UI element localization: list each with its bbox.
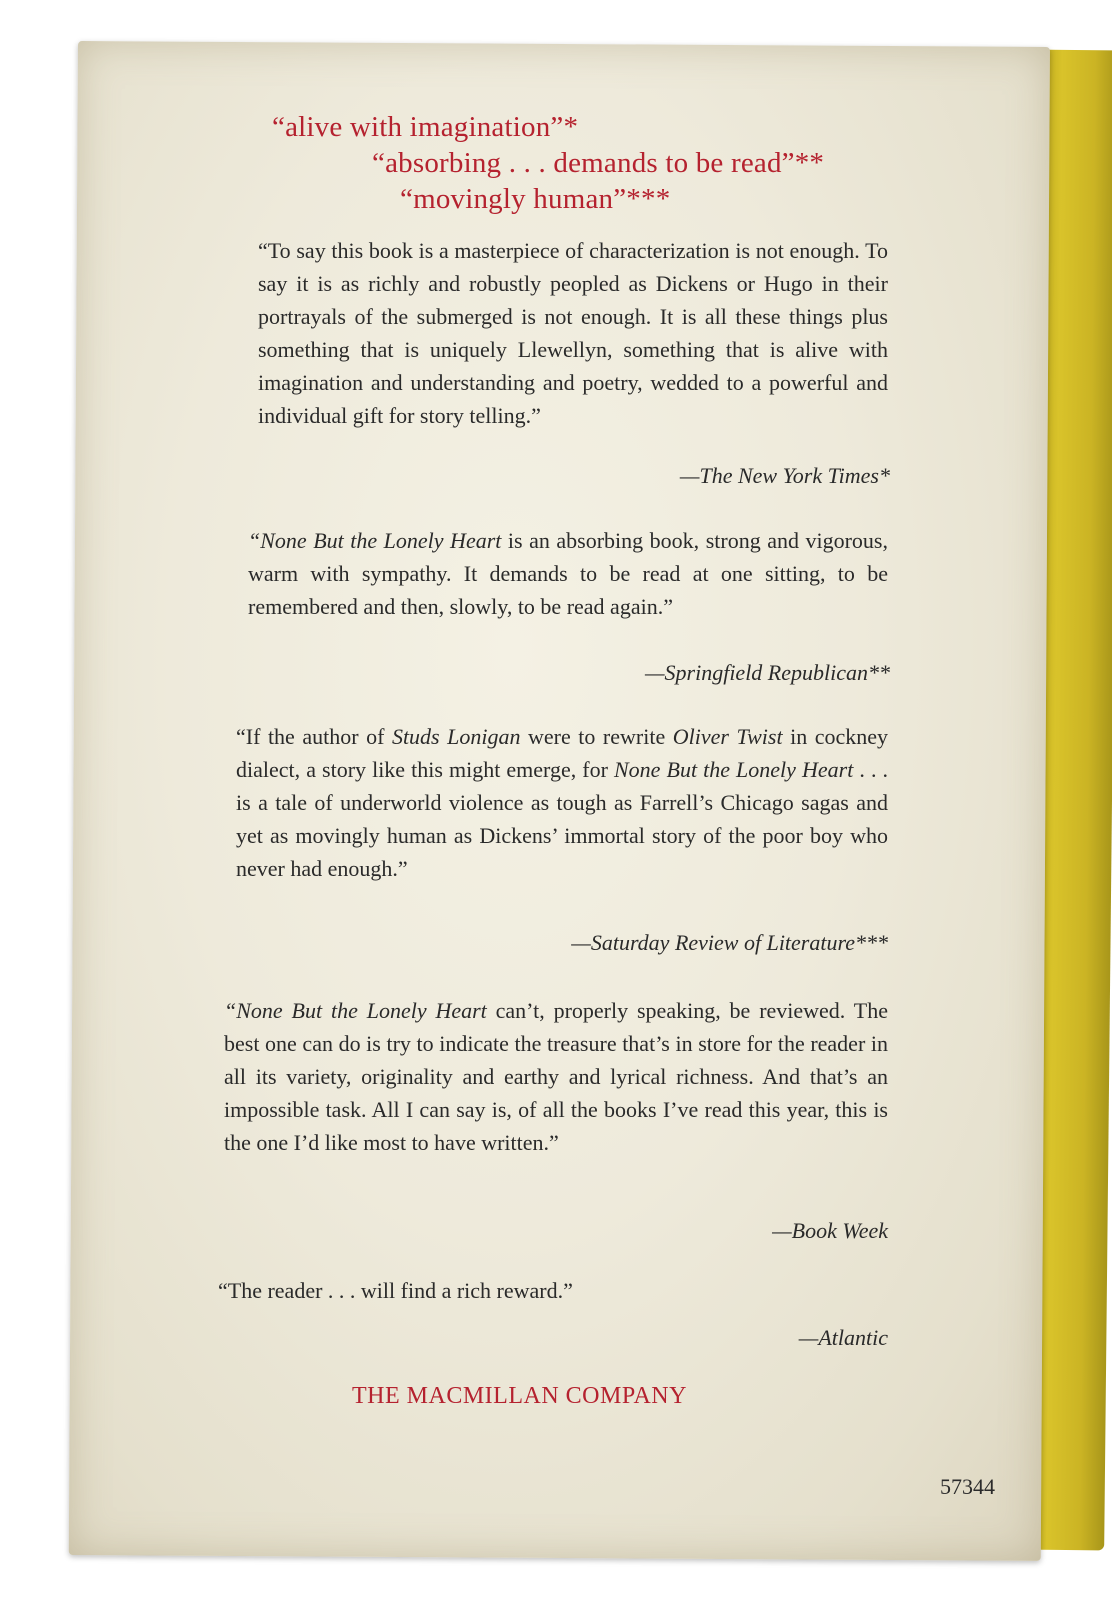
tagline-2: “absorbing . . . demands to be read”** xyxy=(372,147,825,179)
review-atlantic xyxy=(218,1274,888,1307)
book-title: “None But the Lonely Heart xyxy=(224,998,487,1023)
review-text: is an absorbing book, strong and vigorous, warm with sympathy. It demands to be read at one sitting, to be remembered and then, slowly, to be read again.” xyxy=(248,528,888,619)
book-title: None But the Lonely Heart xyxy=(614,757,854,782)
review-springfield-republican xyxy=(248,524,888,623)
review-text: “The reader . . . will find a rich reward.” xyxy=(218,1278,573,1303)
tagline-1: “alive with imagination”* xyxy=(272,111,579,143)
review-source-book-week: —Book Week xyxy=(772,1218,888,1243)
review-text: in cockney dialect, a story like this might emerge, for xyxy=(236,724,889,782)
tagline-3: “movingly human”*** xyxy=(400,183,671,215)
catalog-number: 57344 xyxy=(940,1474,995,1499)
review-source-saturday-review: —Saturday Review of Literature*** xyxy=(571,930,888,955)
book-title: “None But the Lonely Heart xyxy=(248,528,502,553)
review-text: “If the author of xyxy=(236,724,392,749)
review-text: can’t, properly speaking, be reviewed. The best one can do is try to indicate the treasure that’s in store for the reader in all its variety, originality and earthy and lyrical richness. And that’s an impossible task. All I can say is, of all the books I’ve read this year, this is the one I’d like most to have written.” xyxy=(224,998,888,1155)
review-text: “To say this book is a masterpiece of characterization is not enough. To say it is as richly and robustly peopled as Dickens or Hugo in their portrayals of the submerged is not enough. It is all these things plus something that is uniquely Llewellyn, something that is alive with imagination and understanding and poetry, wedded to a powerful and individual gift for story telling.” xyxy=(258,238,888,428)
review-new-york-times xyxy=(258,234,888,432)
review-saturday-review xyxy=(236,720,888,885)
review-text: . . . is a tale of underworld violence as tough as Farrell’s Chicago sagas and yet as movingly human as Dickens’ immortal story of the poor boy who never had enough.” xyxy=(236,757,889,881)
review-source-atlantic: —Atlantic xyxy=(798,1325,888,1350)
review-source-springfield-republican: —Springfield Republican** xyxy=(644,660,890,685)
book-title: Studs Lonigan xyxy=(391,724,521,749)
publisher-name: THE MACMILLAN COMPANY xyxy=(352,1383,687,1409)
review-source-new-york-times: —The New York Times* xyxy=(679,463,890,488)
review-book-week xyxy=(224,994,888,1159)
book-title: Oliver Twist xyxy=(672,724,783,749)
review-text: were to rewrite xyxy=(520,724,673,749)
